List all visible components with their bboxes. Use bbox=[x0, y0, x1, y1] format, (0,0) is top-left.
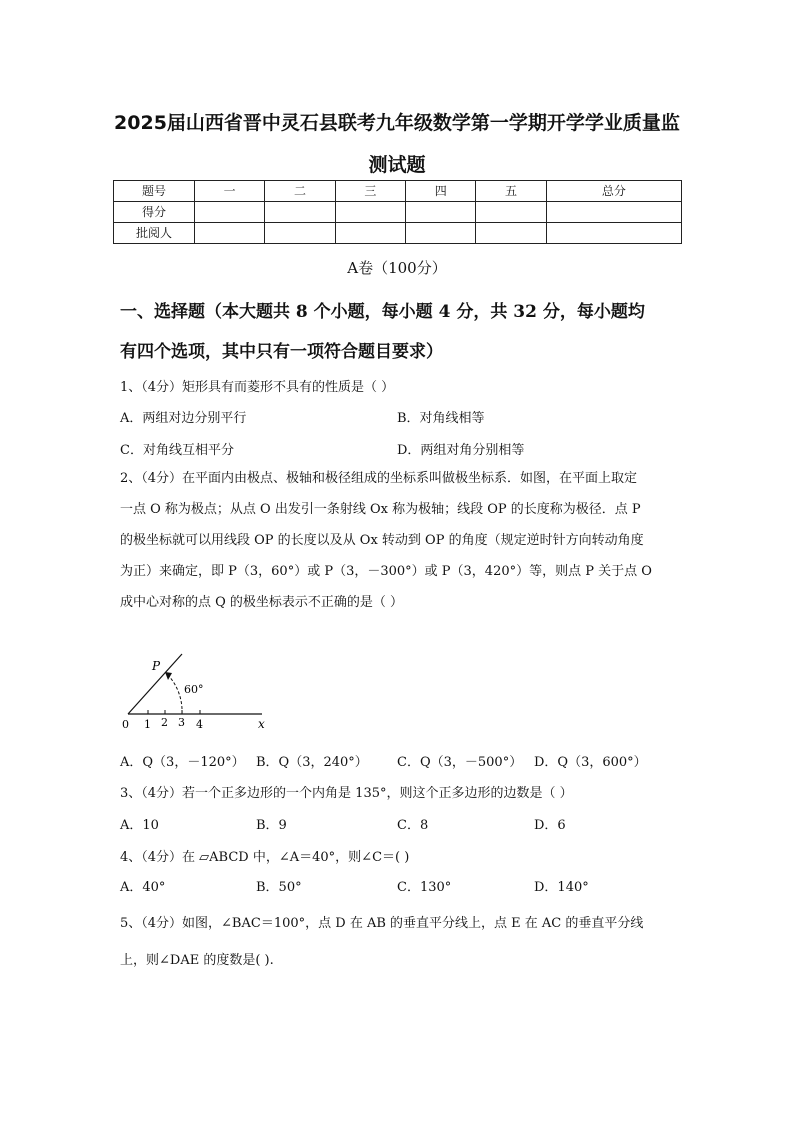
question-2-option-a: A．Q（3，－120°） bbox=[120, 755, 245, 770]
question-5-line2: 上，则∠DAE 的度数是( ). bbox=[120, 953, 274, 968]
question-1-option-a: A．两组对边分别平行 bbox=[120, 411, 247, 426]
table-cell bbox=[335, 202, 405, 223]
question-2-option-b: B．Q（3，240°） bbox=[256, 755, 368, 770]
table-cell bbox=[195, 202, 265, 223]
question-3-option-a: A．10 bbox=[120, 818, 159, 833]
polar-coordinate-figure bbox=[112, 652, 282, 734]
question-1-stem: 1、（4分）矩形具有而菱形不具有的性质是（ ） bbox=[120, 380, 395, 395]
point-p-label: P bbox=[152, 659, 161, 673]
question-2-line: 为正）来确定，即 P（3，60°）或 P（3，－300°）或 P（3，420°）等，则点 P 关于点 O bbox=[120, 564, 652, 579]
question-4-option-b: B．50° bbox=[256, 880, 302, 895]
question-1-option-d: D．两组对角分别相等 bbox=[397, 443, 525, 458]
angle-label: 60° bbox=[184, 683, 204, 696]
question-2-option-d: D．Q（3，600°） bbox=[534, 755, 647, 770]
table-row-label: 批阅人 bbox=[114, 223, 195, 244]
section-heading-line2: 有四个选项，其中只有一项符合题目要求） bbox=[120, 342, 443, 362]
document-title-line1: 2025届山西省晋中灵石县联考九年级数学第一学期开学学业质量监 bbox=[114, 112, 680, 134]
reviewer-row bbox=[114, 223, 682, 244]
table-header-cell: 一 bbox=[195, 181, 265, 202]
table-cell bbox=[335, 223, 405, 244]
question-4-stem: 4、（4分）在 ▱ABCD 中，∠A＝40°，则∠C＝( ) bbox=[120, 850, 410, 865]
tick-label: 3 bbox=[178, 716, 185, 729]
table-cell bbox=[546, 202, 681, 223]
table-cell bbox=[406, 202, 476, 223]
table-cell bbox=[265, 223, 335, 244]
table-cell bbox=[476, 223, 546, 244]
table-header-cell: 四 bbox=[406, 181, 476, 202]
question-3-stem: 3、（4分）若一个正多边形的一个内角是 135°，则这个正多边形的边数是（ ） bbox=[120, 786, 573, 801]
question-2-text bbox=[120, 463, 676, 618]
volume-label: A卷（100分） bbox=[347, 259, 447, 277]
table-cell bbox=[406, 223, 476, 244]
question-3-option-b: B．9 bbox=[256, 818, 287, 833]
table-cell bbox=[265, 202, 335, 223]
question-2-line: 一点 O 称为极点；从点 O 出发引一条射线 Ox 称为极轴；线段 OP 的长度称为极径．点 P bbox=[120, 502, 641, 517]
table-row-label: 得分 bbox=[114, 202, 195, 223]
question-1-option-c: C．对角线互相平分 bbox=[120, 443, 234, 458]
table-header-cell: 总分 bbox=[546, 181, 681, 202]
question-2-option-c: C．Q（3，－500°） bbox=[397, 755, 523, 770]
question-2-line: 的极坐标就可以用线段 OP 的长度以及从 Ox 转动到 OP 的角度（规定逆时针方向转动角度 bbox=[120, 533, 644, 548]
table-header-cell: 五 bbox=[476, 181, 546, 202]
question-4-option-a: A．40° bbox=[120, 880, 166, 895]
question-3-option-c: C．8 bbox=[397, 818, 429, 833]
tick-label: 4 bbox=[196, 718, 203, 731]
question-4-option-c: C．130° bbox=[397, 880, 452, 895]
table-cell bbox=[546, 223, 681, 244]
question-5-line1: 5、（4分）如图，∠BAC＝100°，点 D 在 AB 的垂直平分线上，点 E 在 AC 的垂直平分线 bbox=[120, 916, 644, 931]
score-row bbox=[114, 202, 682, 223]
origin-label: 0 bbox=[122, 718, 129, 731]
question-3-option-d: D．6 bbox=[534, 818, 566, 833]
score-table bbox=[113, 180, 682, 244]
table-cell bbox=[476, 202, 546, 223]
section-heading-line1: 一、选择题（本大题共 8 个小题，每小题 4 分，共 32 分，每小题均 bbox=[120, 302, 645, 322]
axis-x-label: x bbox=[258, 717, 265, 731]
table-header-cell: 二 bbox=[265, 181, 335, 202]
tick-label: 2 bbox=[161, 716, 168, 729]
document-title-line2: 测试题 bbox=[368, 154, 426, 176]
tick-label: 1 bbox=[144, 718, 151, 731]
question-1-option-b: B．对角线相等 bbox=[397, 411, 485, 426]
question-4-option-d: D．140° bbox=[534, 880, 589, 895]
angle-arc bbox=[168, 675, 182, 714]
table-header-cell: 三 bbox=[335, 181, 405, 202]
table-cell bbox=[195, 223, 265, 244]
question-2-line: 2、（4分）在平面内由极点、极轴和极径组成的坐标系叫做极坐标系．如图，在平面上取定 bbox=[120, 471, 638, 486]
table-header-cell: 题号 bbox=[114, 181, 195, 202]
score-table-header-row bbox=[114, 181, 682, 202]
question-2-line: 成中心对称的点 Q 的极坐标表示不正确的是（ ） bbox=[120, 595, 404, 610]
